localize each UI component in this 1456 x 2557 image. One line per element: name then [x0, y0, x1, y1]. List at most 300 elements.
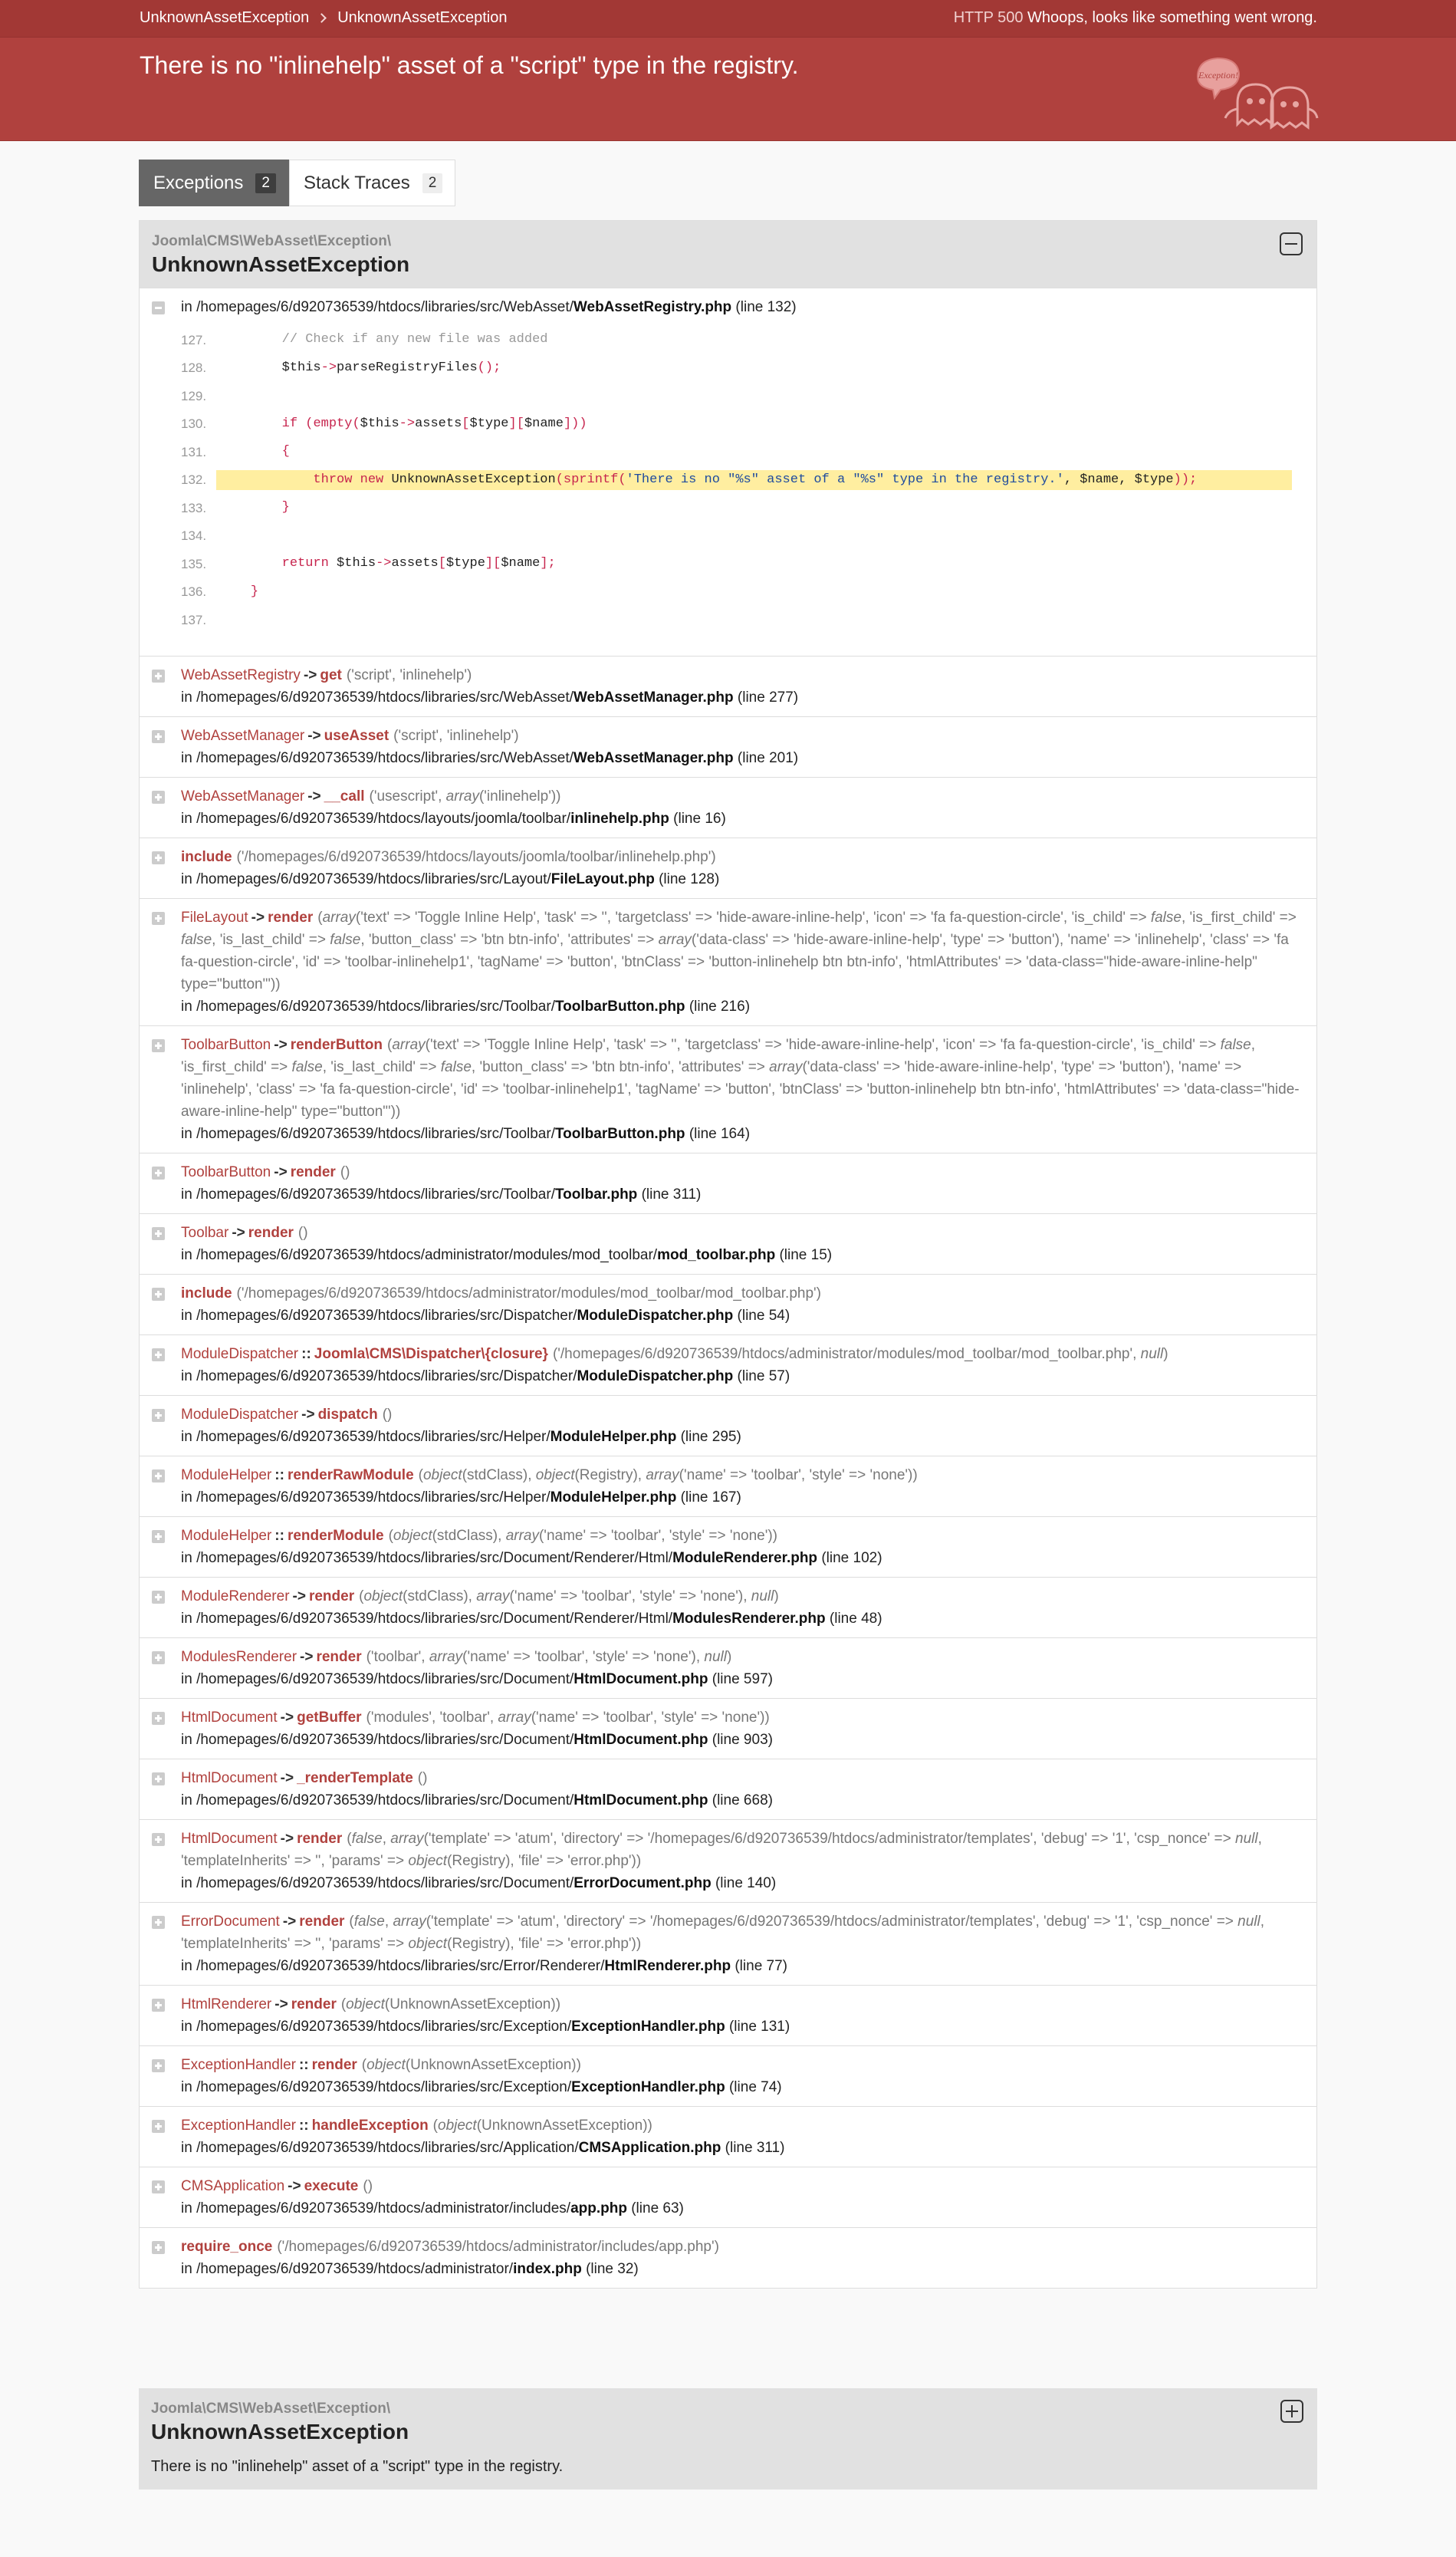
exception-class: UnknownAssetException — [151, 2420, 409, 2443]
frame-method: render — [297, 1830, 343, 1847]
frame-call — [181, 907, 1304, 995]
frame-file — [181, 1486, 1304, 1509]
trace-frame[interactable] — [140, 1577, 1316, 1637]
frame-file-name: ModuleHelper.php — [550, 1428, 677, 1445]
code-line — [181, 494, 1292, 522]
exception-class: UnknownAssetException — [152, 252, 410, 276]
frame-class: ErrorDocument — [181, 1913, 280, 1930]
frame-line: (line 132) — [735, 299, 797, 315]
frame-file-path: in /homepages/6/d920736539/htdocs/administrator/ — [181, 2260, 514, 2277]
frame-args: ('/homepages/6/d920736539/htdocs/administrator/includes/app.php') — [277, 2238, 719, 2255]
frame-method: include — [181, 1285, 232, 1302]
trace-frame[interactable] — [140, 1153, 1316, 1213]
frame-method: execute — [304, 2177, 359, 2194]
trace-frame[interactable] — [140, 898, 1316, 1025]
chevron-right-icon — [317, 13, 327, 23]
frame-args: ('/homepages/6/d920736539/htdocs/layouts/joomla/toolbar/inlinehelp.php') — [236, 848, 716, 865]
frame-args: (false, array('template' => 'atum', 'directory' => '/homepages/6/d920736539/htdocs/administrator/templates', 'debug' => '1', 'csp_nonce' => null, 'templateInherits' => '', 'params' => object(Registry), 'file' => 'error.php')) — [181, 1913, 1265, 1952]
frame-file-path: in /homepages/6/d920736539/htdocs/libraries/src/Dispatcher/ — [181, 1307, 577, 1324]
code-text: return $this->assets[$type][$name]; — [281, 556, 556, 571]
expand-frame-icon[interactable] — [152, 1591, 165, 1604]
frame-method: get — [320, 666, 342, 683]
line-number: 128. — [181, 360, 207, 376]
frame-call — [181, 1646, 1304, 1668]
frame-method: require_once — [181, 2238, 273, 2255]
frame-line: (line 140) — [715, 1874, 777, 1891]
code-text: } — [281, 500, 290, 515]
trace-frame[interactable] — [140, 716, 1316, 777]
frame-file-path: in /homepages/6/d920736539/htdocs/libraries/src/Document/ — [181, 1731, 574, 1748]
frame-class: ExceptionHandler — [181, 2117, 296, 2134]
frame-call — [181, 1404, 1304, 1426]
exception-namespace: Joomla\CMS\WebAsset\Exception\ — [152, 233, 392, 249]
collapse-icon[interactable] — [1280, 232, 1303, 255]
trace-frame[interactable] — [140, 2227, 1316, 2288]
frame-method: render — [311, 2056, 357, 2073]
frame-call — [181, 664, 1304, 686]
code-text — [216, 526, 1292, 546]
expand-frame-icon[interactable] — [152, 1651, 165, 1664]
frame-args: () — [363, 2177, 373, 2194]
trace-frame[interactable] — [140, 2106, 1316, 2167]
frame-class: ModuleHelper — [181, 1527, 272, 1544]
expand-frame-icon[interactable] — [152, 2180, 165, 2193]
frame-file-name: ErrorDocument.php — [574, 1874, 712, 1891]
frame-line: (line 48) — [829, 1610, 882, 1627]
frame-line: (line 903) — [712, 1731, 773, 1748]
frame-call — [181, 1706, 1304, 1729]
expand-frame-icon[interactable] — [152, 851, 165, 864]
trace-frame[interactable] — [140, 1759, 1316, 1819]
frame-line: (line 128) — [659, 870, 720, 887]
ghost-logo-icon — [1187, 48, 1319, 130]
breadcrumb — [140, 9, 507, 27]
trace-frame[interactable] — [140, 2045, 1316, 2106]
frame-file-path: in /homepages/6/d920736539/htdocs/libraries/src/WebAsset/ — [181, 299, 574, 315]
frame-line: (line 311) — [641, 1186, 702, 1203]
frame-args: ('usescript', array('inlinehelp')) — [369, 788, 561, 805]
frame-file-name: ExceptionHandler.php — [571, 2078, 725, 2095]
frame-file — [181, 1729, 1304, 1751]
trace-frame[interactable] — [140, 777, 1316, 838]
frame-operator: :: — [298, 2117, 309, 2134]
expand-frame-icon[interactable] — [152, 1999, 165, 2012]
frame-method: _renderTemplate — [297, 1769, 413, 1786]
frame-method: renderRawModule — [287, 1466, 414, 1483]
frame-operator: -> — [251, 909, 265, 926]
exception-panel-collapsed — [139, 2388, 1317, 2490]
frame-line: (line 131) — [728, 2018, 790, 2035]
frame-class: HtmlRenderer — [181, 1996, 272, 2012]
expand-frame-icon[interactable] — [152, 2241, 165, 2254]
frame-call — [181, 1525, 1304, 1547]
exception-namespace: Joomla\CMS\WebAsset\Exception\ — [151, 2401, 391, 2417]
frame-args: (object(stdClass), object(Registry), array('name' => 'toolbar', 'style' => 'none')) — [418, 1466, 918, 1483]
frame-call — [181, 846, 1304, 868]
frame-method: __call — [324, 788, 365, 805]
frame-operator: -> — [301, 1406, 315, 1423]
frame-file-name: ModulesRenderer.php — [672, 1610, 826, 1627]
code-line — [181, 606, 1292, 634]
expand-frame-icon[interactable] — [152, 1772, 165, 1785]
code-text: $this->parseRegistryFiles(); — [219, 360, 501, 375]
code-line — [181, 382, 1292, 410]
trace-frame[interactable] — [140, 656, 1316, 716]
frame-call — [181, 1910, 1304, 1955]
frame-file — [181, 808, 1304, 830]
frame-file-path: in /homepages/6/d920736539/htdocs/libraries/src/WebAsset/ — [181, 689, 574, 706]
trace-frame[interactable] — [140, 1274, 1316, 1334]
trace-frame[interactable] — [140, 1698, 1316, 1759]
trace-frame[interactable] — [140, 838, 1316, 898]
frame-file-name: Toolbar.php — [554, 1186, 638, 1203]
frame-operator: -> — [303, 666, 317, 683]
frame-operator: -> — [307, 788, 321, 805]
frame-line: (line 597) — [712, 1670, 773, 1687]
frame-call — [181, 1161, 1304, 1183]
frame-line: (line 57) — [737, 1367, 790, 1384]
frame-file-name: ModuleDispatcher.php — [577, 1307, 734, 1324]
expand-frame-icon[interactable] — [152, 1039, 165, 1052]
frame-line: (line 74) — [728, 2078, 782, 2095]
frame-method: dispatch — [317, 1406, 378, 1423]
frame-class: WebAssetManager — [181, 788, 305, 805]
frame-args: () — [417, 1769, 428, 1786]
frame-operator: -> — [274, 1996, 288, 2012]
code-text: throw new UnknownAssetException(sprintf('There is no "%s" asset of a "%s" type in the registry.', $name, $type)); — [216, 470, 1292, 490]
frame-file-path: in /homepages/6/d920736539/htdocs/administrator/modules/mod_toolbar/ — [181, 1246, 658, 1263]
frame-args: ('toolbar', array('name' => 'toolbar', 'style' => 'none'), null) — [366, 1648, 732, 1665]
trace-frame[interactable] — [140, 1456, 1316, 1516]
frame-method: include — [181, 848, 232, 865]
code-line — [181, 522, 1292, 551]
frame-file — [181, 868, 1304, 890]
code-line — [181, 578, 1292, 607]
expand-frame-icon[interactable] — [152, 912, 165, 925]
frame-file-name: mod_toolbar.php — [657, 1246, 776, 1263]
expand-frame-icon[interactable] — [152, 1409, 165, 1422]
frame-call — [181, 1585, 1304, 1608]
frame-args: (array('text' => 'Toggle Inline Help', 'task' => '', 'targetclass' => 'hide-aware-inline-help', 'icon' => 'fa fa-question-circle', 'is_child' => false, 'is_first_child' => false, 'is_last_child' => false, 'button_class' => 'btn btn-info', 'attributes' => array('data-class' => 'hide-aware-inline-help', 'type' => 'button'), 'name' => 'inlinehelp', 'class' => 'fa fa-question-circle', 'id' => 'toolbar-inlinehelp1', 'tagName' => 'button', 'btnClass' => 'button-inlinehelp btn btn-info', 'htmlAttributes' => 'data-class="hide-aware-inline-help" type="button"')) — [181, 909, 1297, 992]
frame-file-name: index.php — [513, 2260, 582, 2277]
trace-frame[interactable] — [140, 1025, 1316, 1153]
frame-file — [181, 2137, 1304, 2159]
exception-panel — [139, 220, 1317, 2289]
frame-file-name: WebAssetManager.php — [573, 749, 734, 766]
frame-args: (object(stdClass), array('name' => 'toolbar', 'style' => 'none'), null) — [359, 1588, 779, 1604]
trace-frame[interactable] — [140, 1334, 1316, 1395]
line-number: 130. — [181, 416, 207, 432]
frame-args: ('/homepages/6/d920736539/htdocs/administrator/modules/mod_toolbar/mod_toolbar.php', null) — [552, 1345, 1168, 1362]
frame-operator: -> — [307, 727, 321, 744]
collapse-frame-icon[interactable] — [152, 301, 165, 314]
trace-frame[interactable] — [140, 1395, 1316, 1456]
frame-line: (line 277) — [737, 689, 799, 706]
line-number: 131. — [181, 444, 207, 459]
frame-class: WebAssetManager — [181, 727, 305, 744]
frame-file-name: app.php — [570, 2200, 627, 2216]
frame-args: () — [340, 1163, 350, 1180]
code-line — [181, 326, 1292, 354]
breadcrumb-item: UnknownAssetException — [337, 9, 508, 26]
frame-file — [181, 747, 1304, 769]
tab-stack-traces[interactable] — [289, 160, 455, 206]
frame-file-name: ExceptionHandler.php — [571, 2018, 725, 2035]
expand-frame-icon[interactable] — [152, 670, 165, 683]
frame-file-path: in /homepages/6/d920736539/htdocs/libraries/src/Document/ — [181, 1792, 574, 1808]
frame-file — [181, 995, 1304, 1018]
frame-operator: :: — [274, 1527, 284, 1544]
tab-exceptions[interactable] — [139, 160, 289, 206]
frame-call — [181, 1282, 1304, 1305]
frame-file-path: in /homepages/6/d920736539/htdocs/libraries/src/Layout/ — [181, 870, 551, 887]
frame-file — [181, 1668, 1304, 1690]
expand-frame-icon[interactable] — [152, 1288, 165, 1301]
tab-count-badge: 2 — [255, 173, 276, 193]
exception-message: There is no "inlinehelp" asset of a "script" type in the registry. — [140, 51, 799, 79]
frame-class: CMSApplication — [181, 2177, 285, 2194]
code-text: if (empty($this->assets[$type][$name])) — [281, 416, 587, 431]
expand-frame-icon[interactable] — [152, 1916, 165, 1929]
frame-method: renderModule — [287, 1527, 384, 1544]
frame-args: (array('text' => 'Toggle Inline Help', 'task' => '', 'targetclass' => 'hide-aware-inline-help', 'icon' => 'fa fa-question-circle', 'is_child' => false, 'is_first_child' => false, 'is_last_child' => false, 'button_class' => 'btn btn-info', 'attributes' => array('data-class' => 'hide-aware-inline-help', 'type' => 'button'), 'name' => 'inlinehelp', 'class' => 'fa fa-question-circle', 'id' => 'toolbar-inlinehelp1', 'tagName' => 'button', 'btnClass' => 'button-inlinehelp btn btn-info', 'htmlAttributes' => 'data-class="hide-aware-inline-help" type="button"')) — [181, 1036, 1300, 1120]
frame-file-name: ToolbarButton.php — [554, 1125, 685, 1142]
frame-file — [181, 2076, 1304, 2098]
frame-file-path: in /homepages/6/d920736539/htdocs/libraries/src/Document/ — [181, 1670, 574, 1687]
frame-line: (line 102) — [821, 1549, 882, 1566]
http-message: Whoops, looks like something went wrong. — [1027, 9, 1317, 26]
frame-call — [181, 2236, 1304, 2258]
frame-method: render — [308, 1588, 355, 1604]
trace-frame[interactable] — [140, 1637, 1316, 1698]
trace-frame[interactable] — [140, 1516, 1316, 1577]
frame-operator: -> — [280, 1830, 294, 1847]
frame-operator: -> — [292, 1588, 306, 1604]
frame-file-name: ModuleDispatcher.php — [577, 1367, 734, 1384]
frame-line: (line 167) — [680, 1489, 741, 1506]
frame-line: (line 295) — [680, 1428, 741, 1445]
frame-class: ModuleHelper — [181, 1466, 272, 1483]
frame-file-path: in /homepages/6/d920736539/htdocs/libraries/src/Toolbar/ — [181, 1186, 555, 1203]
code-text: // Check if any new file was added — [219, 332, 548, 347]
error-header — [0, 0, 1456, 141]
frame-call — [181, 1993, 1304, 2016]
code-text: { — [281, 444, 290, 459]
expand-frame-icon[interactable] — [152, 1348, 165, 1361]
frame-file — [181, 2197, 1304, 2220]
frame-file — [181, 1955, 1304, 1977]
frame-file-name: CMSApplication.php — [578, 2139, 721, 2156]
frame-line: (line 201) — [737, 749, 799, 766]
frame-args: (object(UnknownAssetException)) — [361, 2056, 581, 2073]
expand-frame-icon[interactable] — [152, 1167, 165, 1180]
code-line — [181, 550, 1292, 578]
frame-operator: :: — [298, 2056, 309, 2073]
frame-args: ('script', 'inlinehelp') — [393, 727, 519, 744]
frame-file-path: in /homepages/6/d920736539/htdocs/administrator/includes/ — [181, 2200, 571, 2216]
frame-class: ToolbarButton — [181, 1163, 271, 1180]
frame-operator: -> — [288, 2177, 301, 2194]
frame-method: render — [291, 1996, 337, 2012]
expand-frame-icon[interactable] — [152, 1530, 165, 1543]
frame-file-path: in /homepages/6/d920736539/htdocs/libraries/src/Document/ — [181, 1874, 574, 1891]
trace-frame[interactable] — [140, 1985, 1316, 2045]
expand-icon[interactable] — [1280, 2400, 1303, 2423]
frame-method: useAsset — [324, 727, 389, 744]
frame-operator: :: — [274, 1466, 284, 1483]
frame-line: (line 668) — [712, 1792, 773, 1808]
frame-method: render — [268, 909, 314, 926]
expand-frame-icon[interactable] — [152, 1833, 165, 1846]
exception-panel-header — [139, 2388, 1317, 2449]
frame-file-name: HtmlDocument.php — [574, 1731, 708, 1748]
frame-line: (line 15) — [779, 1246, 833, 1263]
frame-method: getBuffer — [297, 1709, 362, 1726]
code-text — [216, 386, 1292, 406]
frame-file-path: in /homepages/6/d920736539/htdocs/libraries/src/Toolbar/ — [181, 1125, 555, 1142]
frame-args: (object(stdClass), array('name' => 'toolbar', 'style' => 'none')) — [388, 1527, 777, 1544]
frame-call — [181, 1222, 1304, 1244]
line-number: 133. — [181, 500, 207, 515]
frame-class: ToolbarButton — [181, 1036, 271, 1053]
line-number: 136. — [181, 584, 207, 600]
frame-file-path: in /homepages/6/d920736539/htdocs/libraries/src/Error/Renderer/ — [181, 1957, 605, 1974]
frame-call — [181, 1767, 1304, 1789]
frame-class: HtmlDocument — [181, 1769, 278, 1786]
http-code: HTTP 500 — [953, 9, 1024, 26]
frame-file-name: ModuleHelper.php — [550, 1489, 677, 1506]
trace-frame-expanded[interactable] — [140, 288, 1316, 656]
trace-frame[interactable] — [140, 1213, 1316, 1274]
frame-file — [181, 1365, 1304, 1387]
frame-file — [181, 1426, 1304, 1448]
trace-frame[interactable] — [140, 1819, 1316, 1902]
frame-operator: -> — [274, 1036, 288, 1053]
frame-args: ('script', 'inlinehelp') — [346, 666, 472, 683]
line-number: 134. — [181, 528, 207, 544]
frame-operator: -> — [232, 1224, 245, 1241]
line-number: 137. — [181, 612, 207, 627]
frame-file — [181, 1547, 1304, 1569]
frame-file-path: in /homepages/6/d920736539/htdocs/libraries/src/Toolbar/ — [181, 998, 555, 1015]
frame-method: renderButton — [290, 1036, 383, 1053]
frame-file — [181, 1872, 1304, 1894]
frame-operator: -> — [280, 1709, 294, 1726]
frame-class: ExceptionHandler — [181, 2056, 296, 2073]
code-line — [181, 410, 1292, 439]
expand-frame-icon[interactable] — [152, 791, 165, 804]
frame-args: () — [382, 1406, 393, 1423]
frame-file — [181, 1183, 1304, 1206]
frame-args: () — [297, 1224, 308, 1241]
line-number: 127. — [181, 332, 207, 347]
expand-frame-icon[interactable] — [152, 2120, 165, 2133]
code-text — [216, 610, 1292, 630]
tab-count-badge: 2 — [422, 173, 443, 193]
stack-frames — [140, 656, 1316, 2288]
frame-line: (line 63) — [631, 2200, 684, 2216]
frame-line: (line 16) — [673, 810, 726, 827]
line-number: 132. — [181, 472, 207, 488]
frame-file — [181, 2258, 1304, 2280]
frame-args: (false, array('template' => 'atum', 'directory' => '/homepages/6/d920736539/htdocs/administrator/templates', 'debug' => '1', 'csp_nonce' => null, 'templateInherits' => '', 'params' => object(Registry), 'file' => 'error.php')) — [181, 1830, 1262, 1869]
expand-frame-icon[interactable] — [152, 1227, 165, 1240]
frame-method: render — [299, 1913, 345, 1930]
frame-file-path: in /homepages/6/d920736539/htdocs/libraries/src/Application/ — [181, 2139, 579, 2156]
frame-file-name: WebAssetRegistry.php — [573, 299, 732, 315]
frame-class: ModuleRenderer — [181, 1588, 290, 1604]
frame-method: render — [316, 1648, 362, 1665]
frame-file-path: in /homepages/6/d920736539/htdocs/libraries/src/Dispatcher/ — [181, 1367, 577, 1384]
frame-class: HtmlDocument — [181, 1709, 278, 1726]
frame-file-name: ModuleRenderer.php — [672, 1549, 818, 1566]
expand-frame-icon[interactable] — [152, 730, 165, 743]
frame-args: (object(UnknownAssetException)) — [340, 1996, 561, 2012]
frame-class: WebAssetRegistry — [181, 666, 301, 683]
frame-class: Toolbar — [181, 1224, 229, 1241]
frame-args: (object(UnknownAssetException)) — [432, 2117, 652, 2134]
logo-text: Exception! — [1198, 70, 1238, 81]
frame-file — [181, 2016, 1304, 2038]
frame-operator: :: — [301, 1345, 311, 1362]
frame-file-name: HtmlDocument.php — [574, 1670, 708, 1687]
frame-call — [181, 1464, 1304, 1486]
code-text: } — [250, 584, 259, 599]
frame-file-path: in /homepages/6/d920736539/htdocs/libraries/src/Document/Renderer/Html/ — [181, 1549, 673, 1566]
frame-file-path: in /homepages/6/d920736539/htdocs/libraries/src/Exception/ — [181, 2018, 572, 2035]
trace-frame[interactable] — [140, 1902, 1316, 1985]
frame-file — [181, 296, 1304, 318]
frame-line: (line 164) — [689, 1125, 751, 1142]
expand-frame-icon[interactable] — [152, 2059, 165, 2072]
frame-file — [181, 1608, 1304, 1630]
breadcrumb-item: UnknownAssetException — [140, 9, 310, 26]
expand-frame-icon[interactable] — [152, 1712, 165, 1725]
frame-file-name: WebAssetManager.php — [573, 689, 734, 706]
frame-method: Joomla\CMS\Dispatcher\{closure} — [314, 1345, 548, 1362]
frame-class: ModuleDispatcher — [181, 1406, 299, 1423]
frame-method: render — [290, 1163, 336, 1180]
trace-frame[interactable] — [140, 2167, 1316, 2227]
frame-file — [181, 686, 1304, 709]
exception-panel-header — [140, 221, 1316, 288]
frame-class: ModulesRenderer — [181, 1648, 297, 1665]
frame-file — [181, 1123, 1304, 1145]
frame-file-name: HtmlDocument.php — [574, 1792, 708, 1808]
frame-class: FileLayout — [181, 909, 248, 926]
expand-frame-icon[interactable] — [152, 1469, 165, 1483]
frame-file-path: in /homepages/6/d920736539/htdocs/libraries/src/Exception/ — [181, 2078, 572, 2095]
frame-operator: -> — [300, 1648, 314, 1665]
tab-bar — [139, 160, 455, 206]
frame-file-path: in /homepages/6/d920736539/htdocs/libraries/src/Document/Renderer/Html/ — [181, 1610, 673, 1627]
frame-call — [181, 2175, 1304, 2197]
frame-call — [181, 2054, 1304, 2076]
frame-call — [181, 1034, 1304, 1123]
frame-class: HtmlDocument — [181, 1830, 278, 1847]
frame-line: (line 216) — [689, 998, 751, 1015]
frame-line: (line 311) — [725, 2139, 785, 2156]
frame-line: (line 32) — [586, 2260, 639, 2277]
frame-call — [181, 1343, 1304, 1365]
frame-file — [181, 1244, 1304, 1266]
http-status — [954, 9, 1317, 27]
code-line-highlighted — [181, 466, 1292, 495]
tab-label: Stack Traces — [303, 172, 410, 193]
frame-line: (line 77) — [735, 1957, 788, 1974]
exception-message-text: There is no "inlinehelp" asset of a "script" type in the registry. — [151, 2458, 564, 2475]
line-number: 129. — [181, 388, 207, 403]
